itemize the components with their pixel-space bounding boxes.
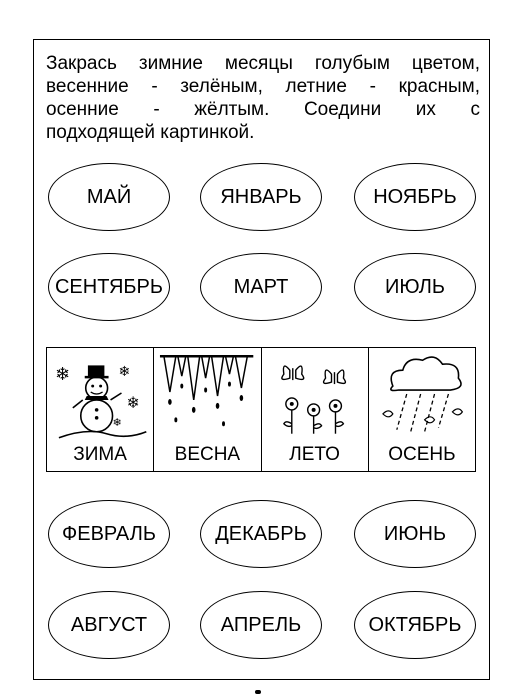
svg-text:❄: ❄ — [118, 364, 131, 381]
flowers-butterflies-icon — [262, 348, 368, 440]
month-label: СЕНТЯБРЬ — [54, 275, 164, 298]
season-panel-autumn[interactable] — [369, 348, 475, 471]
month-oval-october[interactable] — [354, 591, 476, 659]
month-label: МАРТ — [233, 275, 289, 298]
month-label: ИЮНЬ — [383, 522, 447, 545]
season-pictures-strip — [46, 347, 476, 472]
svg-text:❄: ❄ — [126, 392, 140, 412]
month-label: ИЮЛЬ — [385, 275, 445, 298]
icicles-icon — [154, 348, 260, 440]
month-label: ДЕКАБРЬ — [215, 522, 307, 545]
season-panel-winter[interactable] — [47, 348, 154, 471]
instruction-line-3: осенние - жёлтым. Соедини их с — [46, 99, 480, 120]
month-oval-january[interactable] — [200, 163, 322, 231]
season-panel-spring[interactable] — [154, 348, 261, 471]
month-oval-april[interactable] — [200, 591, 322, 659]
month-oval-december[interactable] — [200, 500, 322, 568]
rain-cloud-icon — [369, 348, 475, 440]
season-label-spring: ВЕСНА — [174, 444, 241, 465]
month-label: НОЯБРЬ — [373, 185, 457, 208]
month-oval-june[interactable] — [354, 500, 476, 568]
task-instruction — [46, 52, 480, 144]
season-label-autumn: ОСЕНЬ — [388, 444, 456, 465]
month-label: ОКТЯБРЬ — [368, 613, 462, 636]
season-panel-summer[interactable] — [262, 348, 369, 471]
page-mark — [255, 690, 261, 694]
month-oval-february[interactable] — [48, 500, 170, 568]
month-label: АПРЕЛЬ — [220, 613, 302, 636]
svg-text:❄: ❄ — [112, 415, 122, 429]
month-label: МАЙ — [86, 185, 132, 208]
instruction-line-4: подходящей картинкой. — [46, 122, 255, 143]
month-oval-march[interactable] — [200, 253, 322, 321]
month-oval-july[interactable] — [354, 253, 476, 321]
svg-text:❄: ❄ — [54, 364, 70, 386]
month-oval-august[interactable] — [48, 591, 170, 659]
month-label: ФЕВРАЛЬ — [62, 522, 156, 545]
month-oval-september[interactable] — [48, 253, 170, 321]
month-label: АВГУСТ — [70, 613, 148, 636]
season-label-summer: ЛЕТО — [289, 444, 340, 465]
month-label: ЯНВАРЬ — [220, 185, 302, 208]
instruction-line-2: весенние - зелёным, летние - красным, — [46, 76, 480, 97]
month-oval-november[interactable] — [354, 163, 476, 231]
month-oval-may[interactable] — [48, 163, 170, 231]
instruction-line-1: Закрась зимние месяцы голубым цветом, — [46, 53, 480, 74]
season-label-winter: ЗИМА — [73, 444, 127, 465]
snowman-icon — [47, 348, 153, 440]
